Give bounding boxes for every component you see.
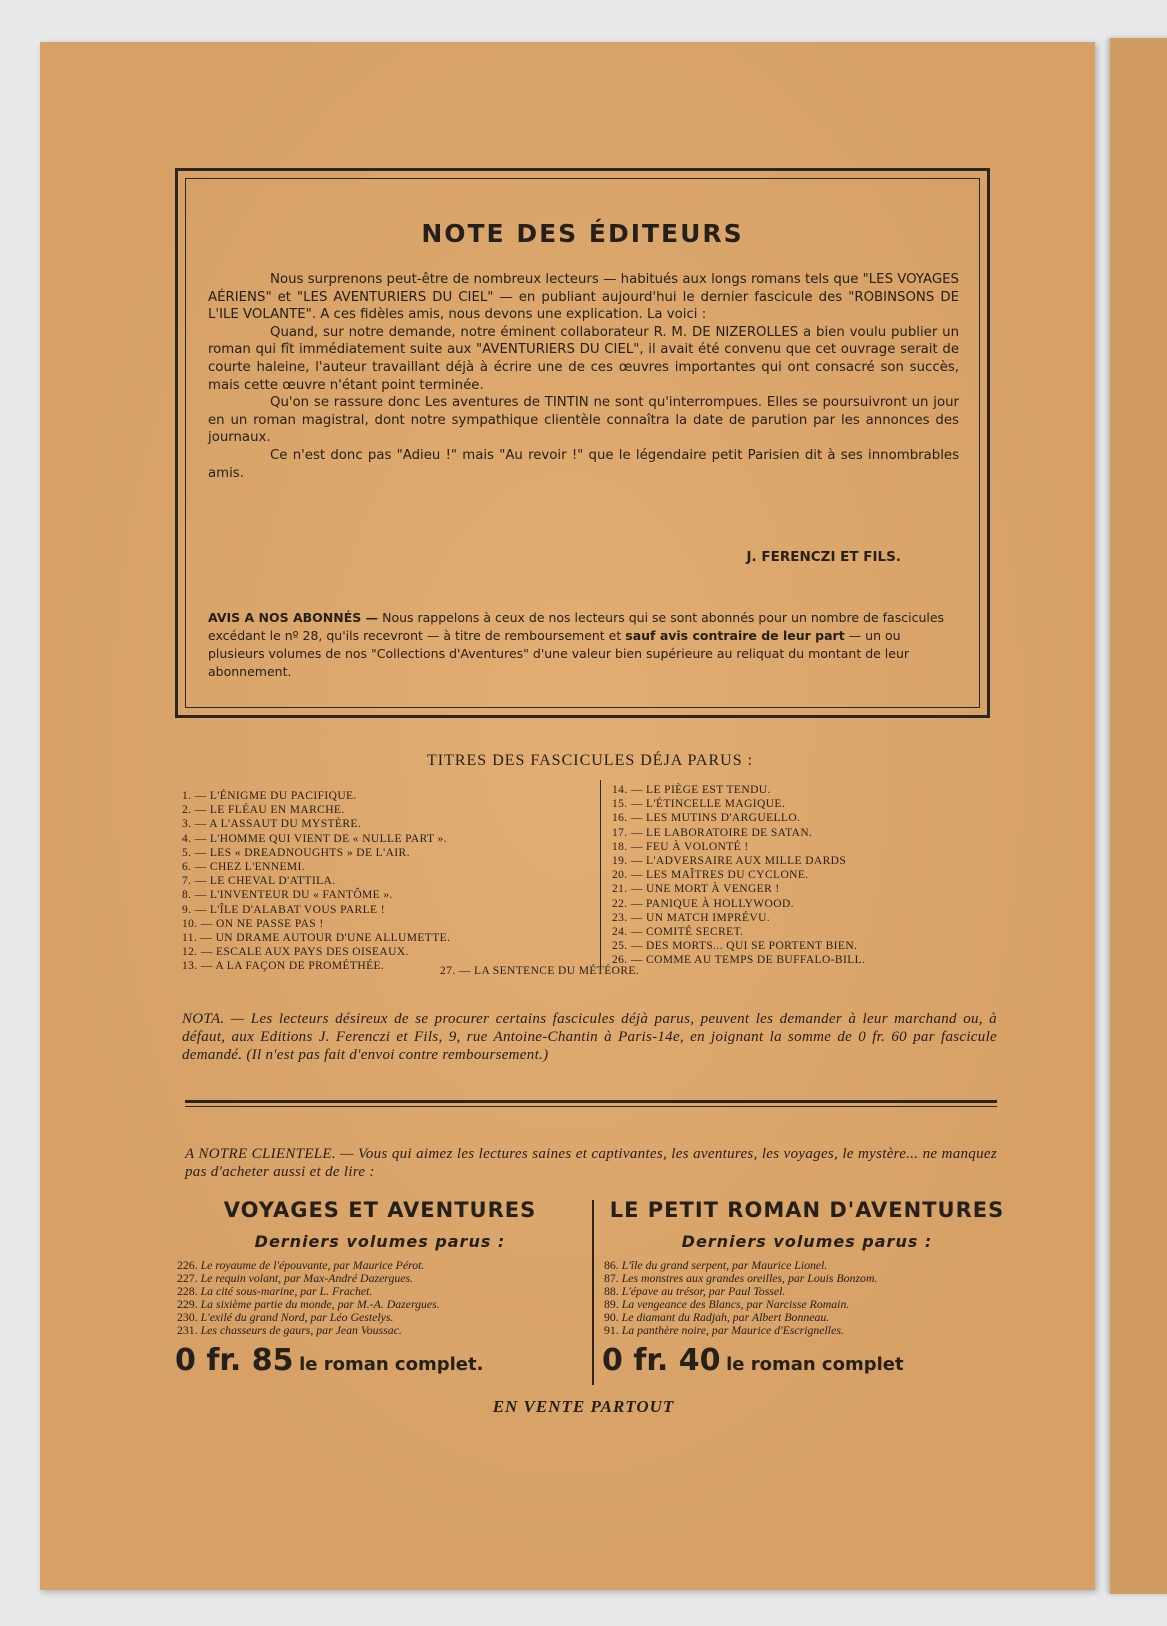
title-item: 25. — DES MORTS... QUI SE PORTENT BIEN. — [612, 940, 858, 953]
title-item: 26. — COMME AU TEMPS DE BUFFALO-BILL. — [612, 954, 866, 967]
price-value: 0 fr. 85 — [175, 1343, 294, 1378]
ad-petit-roman-d-aventures — [602, 1198, 1012, 1378]
title-item: 21. — UNE MORT À VENGER ! — [612, 883, 780, 896]
ad-volume-list — [175, 1259, 585, 1337]
editors-note-box — [175, 168, 990, 718]
title-item: 14. — LE PIÈGE EST TENDU. — [612, 784, 771, 796]
subscribers-notice-text-end: — un ou plusieurs volumes de nos "Collections d'Aventures" d'une valeur bien supérieure au reliquat du montant de leur abonnement. — [208, 628, 910, 679]
titles-list-left — [182, 789, 450, 974]
item-number: 229. — [177, 1297, 198, 1311]
item-text: La vengeance des Blancs, par Narcisse Romain. — [621, 1297, 850, 1311]
ad-price — [175, 1343, 585, 1378]
item-text: L'île du grand serpent, par Maurice Lionel. — [621, 1258, 828, 1272]
title-item: 2. — LE FLÉAU EN MARCHE. — [182, 804, 345, 817]
item-number: 89. — [604, 1297, 619, 1311]
title-item: 15. — L'ÉTINCELLE MAGIQUE. — [612, 798, 786, 811]
item-number: 230. — [177, 1310, 198, 1324]
price-value: 0 fr. 40 — [602, 1343, 721, 1378]
editors-signature: J. FERENCZI ET FILS. — [746, 549, 901, 565]
divider-thick — [185, 1100, 997, 1103]
item-number: 228. — [177, 1284, 198, 1298]
title-item: 11. — UN DRAME AUTOUR D'UNE ALLUMETTE. — [182, 932, 451, 945]
title-item: 5. — LES « DREADNOUGHTS » DE L'AIR. — [182, 846, 410, 859]
title-item: 19. — L'ADVERSAIRE AUX MILLE DARDS — [612, 855, 847, 868]
title-item-last: 27. — LA SENTENCE DU MÉTÉORE. — [440, 965, 640, 977]
title-item: 9. — L'ÎLE D'ALABAT VOUS PARLE ! — [182, 903, 385, 916]
ad-voyages-et-aventures — [175, 1198, 585, 1378]
clientele-paragraph: A NOTRE CLIENTELE. — Vous qui aimez les lectures saines et captivantes, les aventures, les voyages, le mystère... ne manquez pas d'acheter aussi et de lire : — [185, 1146, 997, 1180]
subscribers-notice — [208, 609, 959, 681]
item-number: 91. — [604, 1323, 619, 1337]
title-item: 16. — LES MUTINS D'ARGUELLO. — [612, 812, 801, 825]
ad-title: LE PETIT ROMAN D'AVENTURES — [609, 1198, 1005, 1222]
item-text: Le diamant du Radjah, par Albert Bonneau. — [621, 1310, 830, 1324]
item-number: 88. — [604, 1284, 619, 1298]
title-item: 20. — LES MAÎTRES DU CYCLONE. — [612, 869, 809, 882]
item-number: 226. — [177, 1258, 198, 1272]
ad-volume-list — [602, 1259, 1012, 1337]
item-number: 87. — [604, 1271, 619, 1285]
item-text: La cité sous-marine, par L. Frachet. — [200, 1284, 373, 1298]
title-item: 10. — ON NE PASSE PAS ! — [182, 917, 324, 930]
title-item: 17. — LE LABORATOIRE DE SATAN. — [612, 826, 813, 839]
item-text: L'épave au trésor, par Paul Tossel. — [621, 1284, 786, 1298]
title-item: 23. — UN MATCH IMPRÉVU. — [612, 911, 771, 924]
ads-divider — [592, 1200, 594, 1385]
title-item: 8. — L'INVENTEUR DU « FANTÔME ». — [182, 889, 393, 902]
editors-note-inner-border — [185, 178, 980, 708]
titles-column-divider — [600, 780, 601, 970]
published-titles-heading: TITRES DES FASCICULES DÉJA PARUS : — [426, 752, 754, 769]
price-label: le roman complet. — [299, 1354, 484, 1375]
note-paragraph: Qu'on se rassure donc Les aventures de TINTIN ne sont qu'interrompues. Elles se poursuivront un jour en un roman magistral, dont notre sympathique clientèle connaîtra la date de parution par les annonces des journaux. — [208, 395, 959, 446]
editors-note-body — [208, 271, 959, 482]
title-item: 6. — CHEZ L'ENNEMI. — [182, 861, 306, 874]
nota-paragraph: NOTA. — Les lecteurs désireux de se procurer certains fascicules déjà parus, peuvent les demander à leur marchand ou, à défaut, aux Editions J. Ferenczi et Fils, 9, rue Antoine-Chantin à Paris-14e, en joignant la somme de 0 fr. 60 par fascicule demandé. (Il n'est pas fait d'envoi contre remboursement.) — [182, 1011, 997, 1063]
title-item: 3. — A L'ASSAUT DU MYSTÈRE. — [182, 818, 362, 831]
item-text: Les chasseurs de gaurs, par Jean Voussac. — [200, 1323, 402, 1337]
divider-thin — [185, 1106, 997, 1107]
ad-price — [602, 1343, 1012, 1378]
title-item: 4. — L'HOMME QUI VIENT DE « NULLE PART ». — [182, 832, 447, 845]
note-paragraph: Quand, sur notre demande, notre éminent collaborateur R. M. DE NIZEROLLES a bien voulu publier un roman qui fît immédiatement suite aux "AVENTURIERS DU CIEL", il avait été convenu que cet ouvrage serait de courte haleine, l'auteur travaillant déjà à écrire une de ces œuvres importantes qui ont consacré son succès, mais cette œuvre n'étant point terminée. — [208, 324, 959, 393]
title-item: 12. — ESCALE AUX PAYS DES OISEAUX. — [182, 946, 409, 959]
item-text: La sixième partie du monde, par M.-A. Dazergues. — [200, 1297, 440, 1311]
titles-list-right — [612, 783, 865, 968]
price-label: le roman complet — [726, 1354, 904, 1375]
title-item: 24. — COMITÉ SECRET. — [612, 926, 744, 939]
item-text: La panthère noire, par Maurice d'Escrignelles. — [621, 1323, 844, 1337]
title-item: 13. — A LA FAÇON DE PROMÉTHÉE. — [182, 960, 385, 973]
ad-title: VOYAGES ET AVENTURES — [223, 1198, 537, 1222]
item-number: 231. — [177, 1323, 198, 1337]
item-text: L'exilé du grand Nord, par Léo Gestelys. — [200, 1310, 394, 1324]
item-text: Le requin volant, par Max-André Dazergues. — [200, 1271, 414, 1285]
item-text: Le royaume de l'épouvante, par Maurice Pérot. — [200, 1258, 425, 1272]
title-item: 22. — PANIQUE À HOLLYWOOD. — [612, 897, 794, 910]
ad-subtitle: Derniers volumes parus : — [254, 1232, 506, 1251]
note-paragraph: Nous surprenons peut-être de nombreux lecteurs — habitués aux longs romans tels que "LES VOYAGES AÉRIENS" et "LES AVENTURIERS DU CIEL" — en publiant aujourd'hui le dernier fascicule des "ROBINSONS DE L'ILE VOLANTE". A ces fidèles amis, nous devons une explication. La voici : — [208, 272, 959, 323]
subscribers-notice-bold: sauf avis contraire de leur part — [625, 628, 845, 643]
item-number: 86. — [604, 1258, 619, 1272]
list-item — [177, 1324, 585, 1337]
item-text: Les monstres aux grandes oreilles, par Louis Bonzom. — [621, 1271, 878, 1285]
list-item — [604, 1324, 1012, 1337]
item-number: 227. — [177, 1271, 198, 1285]
title-item: 18. — FEU À VOLONTÉ ! — [612, 840, 749, 853]
subscribers-notice-label: AVIS A NOS ABONNÉS — — [208, 610, 379, 625]
title-item: 7. — LE CHEVAL D'ATTILA. — [182, 875, 336, 888]
adjacent-page-edge — [1110, 38, 1167, 1594]
title-item: 1. — L'ÉNIGME DU PACIFIQUE. — [182, 790, 357, 802]
subscribers-notice-text: Nous rappelons à ceux de nos lecteurs qui se sont abonnés pour un nombre de fascicules excédant le nº 28, qu'ils recevront — à titre de remboursement et — [208, 610, 945, 643]
note-paragraph: Ce n'est donc pas "Adieu !" mais "Au revoir !" que le légendaire petit Parisien dit à ses innombrables amis. — [208, 447, 959, 481]
item-number: 90. — [604, 1310, 619, 1324]
sale-footer: EN VENTE PARTOUT — [492, 1397, 675, 1416]
editors-note-title: NOTE DES ÉDITEURS — [421, 219, 744, 248]
ad-subtitle: Derniers volumes parus : — [681, 1232, 933, 1251]
